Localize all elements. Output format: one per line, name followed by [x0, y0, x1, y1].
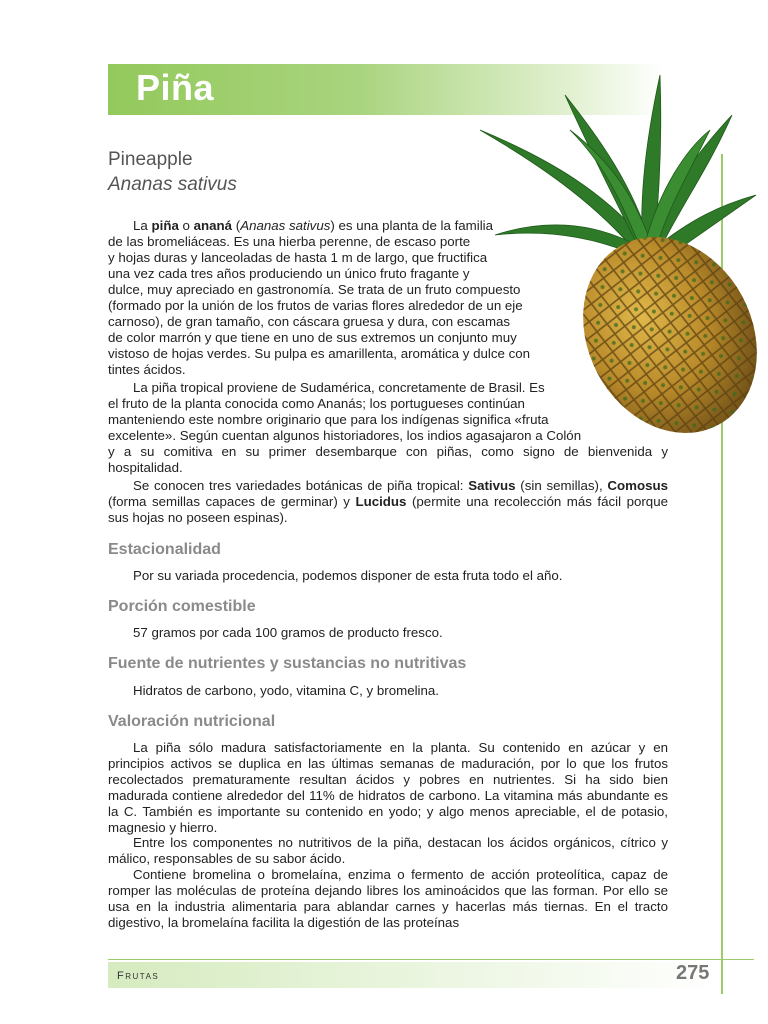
- intro-line: (formado por la unión de los frutos de varias flores alrededor de un eje: [108, 298, 523, 313]
- origin-line: manteniendo este nombre originario que para los indígenas significa «fruta: [108, 412, 549, 427]
- intro-line: y hojas duras y lanceoladas de hasta 1 m de largo, que fructifica: [108, 250, 488, 265]
- heading-estacionalidad: Estacionalidad: [108, 541, 221, 558]
- intro-first-line: La piña o ananá (Ananas sativus) es una planta de la familia: [133, 218, 494, 233]
- footer-rule: [108, 959, 754, 960]
- page-title: Piña: [136, 67, 215, 108]
- origin-line: excelente». Según cuentan algunos historiadores, los indios agasajaron a Colón: [108, 428, 582, 443]
- text-porcion: 57 gramos por cada 100 gramos de producto fresco.: [133, 625, 443, 640]
- footer-band: [108, 962, 721, 988]
- intro-line: vistoso de hojas verdes. Su pulpa es amarillenta, aromática y dulce con: [108, 346, 531, 361]
- origin-rest: y a su comitiva en su primer desembarque con piñas, como signo de bienvenida y hospitalidad.: [108, 444, 668, 475]
- footer-section-label: Frutas: [117, 970, 160, 982]
- intro-line: dulce, muy apreciado en gastronomía. Se trata de un fruto compuesto: [108, 282, 521, 297]
- intro-line: una vez cada tres años produciendo un único fruto fragante y: [108, 266, 470, 281]
- intro-line: carnoso), de gran tamaño, con cáscara gruesa y dura, con escamas: [108, 314, 511, 329]
- text-estacionalidad: Por su variada procedencia, podemos disponer de esta fruta todo el año.: [133, 568, 563, 583]
- origin-line: el fruto de la planta conocida como Ananás; los portugueses continúan: [108, 396, 525, 411]
- heading-porcion: Porción comestible: [108, 598, 256, 615]
- heading-valoracion: Valoración nutricional: [108, 713, 276, 730]
- valoracion-p3: Contiene bromelina o bromelaína, enzima o fermento de acción proteolítica, capaz de romper las moléculas de proteína dejando libres los aminoácidos que las forman. Por ello se usa en la industria alimentaria para ablandar carnes y hacerlas más tiernas. En el tracto digestivo, la bromelaína facilita la digestión de las proteínas: [108, 867, 668, 930]
- text-fuente: Hidratos de carbono, yodo, vitamina C, y bromelina.: [133, 683, 439, 698]
- heading-fuente: Fuente de nutrientes y sustancias no nutritivas: [108, 655, 467, 672]
- scientific-name: Ananas sativus: [108, 174, 237, 195]
- intro-line: de color marrón y que tiene en uno de sus extremos un conjunto muy: [108, 330, 517, 345]
- valoracion-p1: La piña sólo madura satisfactoriamente en la planta. Su contenido en azúcar y en principios activos se duplica en las últimas semanas de maduración, por lo que los frutos recolectados prematuramente resultan ácidos y pobres en nutrientes. Si ha sido bien madurada contiene alrededor del 11% de hidratos de carbono. La vitamina más abundante es la C. También es importante su contenido en yodo; y algo menos apreciable, el de potasio, magnesio y hierro.: [108, 740, 668, 835]
- valoracion-p2: Entre los componentes no nutritivos de la piña, destacan los ácidos orgánicos, cítrico y málico, responsables de su sabor ácido.: [108, 835, 668, 866]
- page-number: 275: [676, 962, 710, 984]
- intro-line: tintes ácidos.: [108, 362, 186, 377]
- varieties-paragraph: Se conocen tres variedades botánicas de piña tropical: Sativus (sin semillas), Comosus (forma semillas capaces de germinar) y Lucidus (permite una recolección más fácil porque sus hojas no poseen espinas).: [108, 478, 668, 525]
- english-name: Pineapple: [108, 149, 193, 170]
- origin-line: La piña tropical proviene de Sudamérica, concretamente de Brasil. Es: [133, 380, 545, 395]
- intro-line: de las bromeliáceas. Es una hierba perenne, de escaso porte: [108, 234, 471, 249]
